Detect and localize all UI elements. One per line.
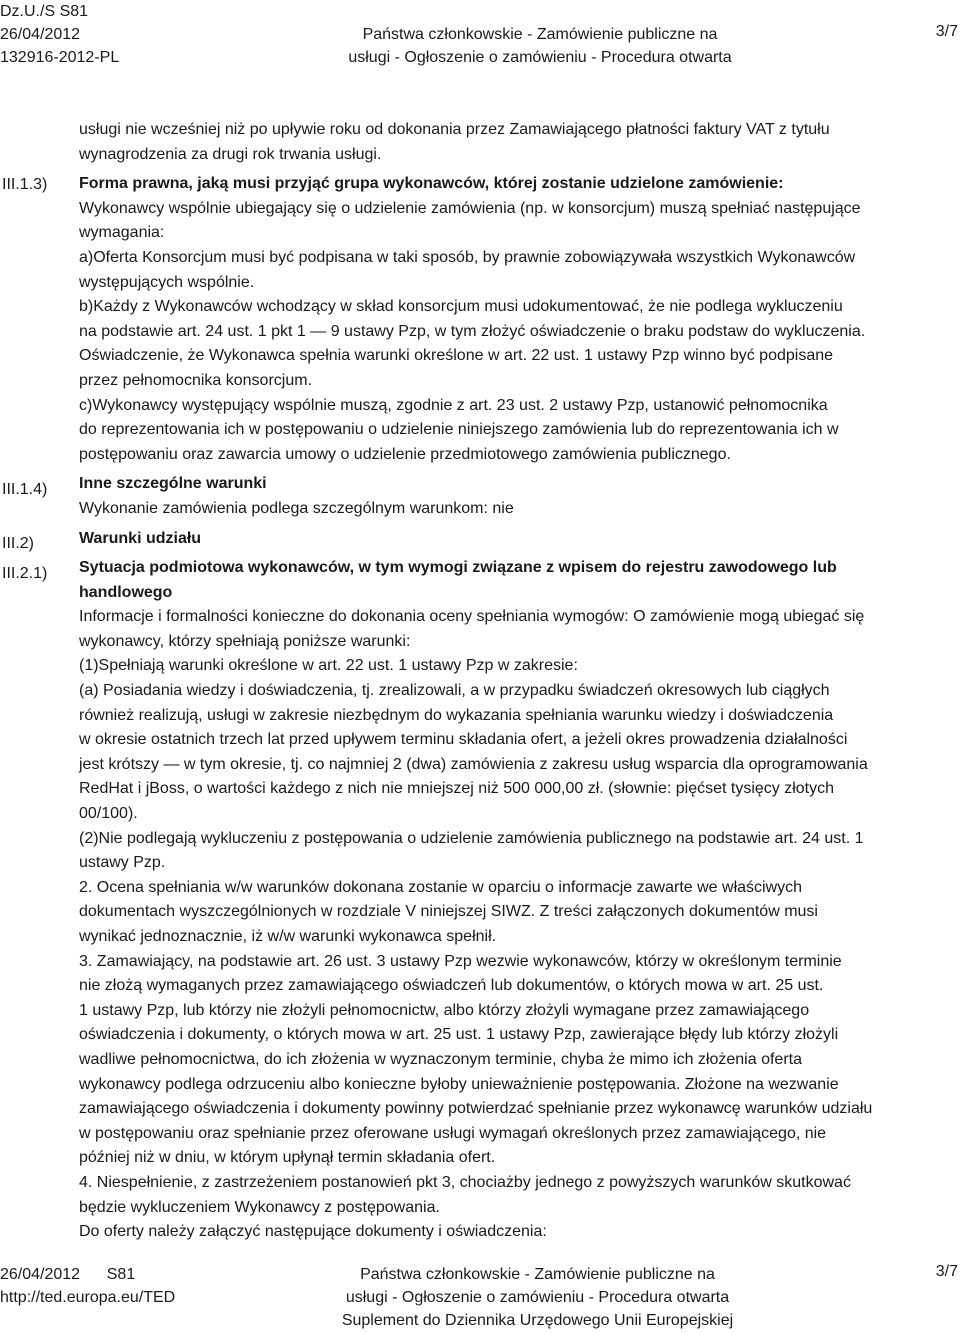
body-line: na podstawie art. 24 ust. 1 pkt 1 — 9 ustawy Pzp, w tym złożyć oświadczenie o braku podstaw do wykluczenia. — [79, 322, 866, 340]
body-line: RedHat i jBoss, o wartości każdego z nich nie mniejszej niż 500 000,00 zł. (słownie: pięćset tysięcy złotych — [79, 780, 835, 798]
header-title — [335, 23, 745, 69]
section-label-iii-1-4: III.1.4) — [2, 481, 48, 498]
body-line: (a) Posiadania wiedzy i doświadczenia, tj. zrealizowali, a w przypadku świadczeń okresowych lub ciągłych — [79, 682, 830, 700]
footer-journal: S81 — [106, 1266, 136, 1283]
section-heading: Sytuacja podmiotowa wykonawców, w tym wymogi związane z wpisem do rejestru zawodowego lub — [79, 559, 837, 577]
footer-title-line1: Państwa członkowskie - Zamówienie publiczne na — [360, 1266, 715, 1283]
body-line: Informacje i formalności konieczne do dokonania oceny spełniania wymogów: O zamówienie mogą ubiegać się — [79, 608, 865, 626]
section-label-iii-2-1: III.2.1) — [2, 565, 48, 582]
header-title-line2: usługi - Ogłoszenie o zamówieniu - Procedura otwarta — [348, 49, 732, 66]
body-line: usługi nie wcześniej niż po upływie roku od dokonania przez Zamawiającego płatności faktury VAT z tytułu — [79, 121, 830, 138]
section-label-iii-2: III.2) — [2, 535, 35, 552]
footer-meta — [0, 1263, 175, 1309]
header-meta — [0, 0, 119, 69]
body-line: będzie wykluczeniem Wykonawcy z postępowania. — [79, 1198, 440, 1216]
section-heading: Forma prawna, jaką musi przyjąć grupa wykonawców, której zostanie udzielone zamówienie: — [79, 175, 784, 193]
body-line: oświadczenia i dokumenty, o których mowa w art. 25 ust. 1 ustawy Pzp, zawierające błędy lub którzy złożyli — [79, 1026, 839, 1044]
body-line: przez pełnomocnika konsorcjum. — [79, 371, 312, 389]
body-line: wymagania: — [79, 224, 165, 242]
section-heading: handlowego — [79, 583, 173, 601]
body-line: w postępowaniu oraz spełnianie przez oferowane usługi wymagań określonych przez zamawiającego, nie — [79, 1124, 827, 1142]
body-line: w okresie ostatnich trzech lat przed upływem terminu składania ofert, a jeżeli okres prowadzenia działalności — [79, 731, 848, 749]
body-line: 00/100). — [79, 805, 138, 823]
notice-ref: 132916-2012-PL — [0, 49, 120, 66]
body-line: dokumentach wyszczególnionych w rozdziale V niniejszej SIWZ. Z treści załączonych dokumentów musi — [79, 903, 818, 921]
footer-url-link[interactable]: http://ted.europa.eu/TED — [0, 1289, 176, 1306]
body-line: 2. Ocena spełniania w/w warunków dokonana zostanie w oparciu o informacje zawarte we właściwych — [79, 878, 803, 896]
section-label-iii-1-3: III.1.3) — [2, 176, 48, 193]
journal-ref: Dz.U./S S81 — [0, 3, 89, 20]
header-page-number: 3/7 — [935, 23, 958, 40]
body-line: ustawy Pzp. — [79, 854, 166, 872]
header-date: 26/04/2012 — [0, 26, 81, 43]
body-line: Do oferty należy załączyć następujące dokumenty i oświadczenia: — [79, 1223, 547, 1241]
footer-date: 26/04/2012 — [0, 1266, 81, 1283]
body-line: wynikać jednoznacznie, iż w/w warunki wykonawca spełnił. — [79, 928, 497, 945]
body-line: wadliwe pełnomocnictwa, do ich złożenia w wyznaczonym terminie, chyba że mimo ich złożenia oferta — [79, 1050, 802, 1068]
body-line: b)Każdy z Wykonawców wchodzący w skład konsorcjum musi udokumentować, że nie podlega wykluczeniu — [79, 298, 843, 316]
body-line: c)Wykonawcy występujący wspólnie muszą, zgodnie z art. 23 ust. 2 ustawy Pzp, ustanowić pełnomocnika — [79, 396, 828, 414]
body-line: (1)Spełniają warunki określone w art. 22 ust. 1 ustawy Pzp w zakresie: — [79, 657, 578, 675]
body-line: Oświadczenie, że Wykonawca spełnia warunki określone w art. 22 ust. 1 ustawy Pzp winno być podpisane — [79, 347, 834, 365]
body-line: Wykonanie zamówienia podlega szczególnym warunkom: nie — [79, 499, 514, 517]
body-line: do reprezentowania ich w postępowaniu o udzielenie niniejszego zamówienia lub do reprezentowania ich w — [79, 421, 839, 439]
body-line: wykonawcy, którzy spełniają poniższe warunki: — [79, 632, 411, 650]
body-line: 3. Zamawiający, na podstawie art. 26 ust. 3 ustawy Pzp wezwie wykonawców, którzy w określonym terminie — [79, 952, 842, 970]
body-line: występujących wspólnie. — [79, 273, 255, 291]
body-line: wykonawcy podlega odrzuceniu albo konieczne byłoby unieważnienie postępowania. Złożone na wezwanie — [79, 1075, 839, 1093]
body-line: wynagrodzenia za drugi rok trwania usługi. — [79, 145, 382, 163]
section-heading: Inne szczególne warunki — [79, 475, 267, 493]
body-line: Wykonawcy wspólnie ubiegający się o udzielenie zamówienia (np. w konsorcjum) muszą spełniać następujące — [79, 199, 861, 217]
section-heading: Warunki udziału — [79, 529, 202, 547]
body-line: nie złożą wymaganych przez zamawiającego oświadczeń lub dokumentów, o których mowa w art. 25 ust. — [79, 977, 824, 995]
body-line: później niż w dniu, w którym upłynął termin składania ofert. — [79, 1149, 496, 1167]
body-line: (2)Nie podlegają wykluczeniu z postępowania o udzielenie zamówienia publicznego na podstawie art. 24 ust. 1 — [79, 829, 864, 847]
body-line: również realizują, usługi w zakresie niezbędnym do wykazania spełniania warunku wiedzy i doświadczenia — [79, 706, 834, 724]
footer-title-line3: Suplement do Dziennika Urzędowego Unii Europejskiej — [341, 1312, 734, 1329]
footer-title — [305, 1263, 770, 1332]
body-line: a)Oferta Konsorcjum musi być podpisana w taki sposób, by prawnie zobowiązywała wszystkich Wykonawców — [79, 248, 856, 266]
header-title-line1: Państwa członkowskie - Zamówienie publiczne na — [362, 26, 718, 43]
footer-title-line2: usługi - Ogłoszenie o zamówieniu - Procedura otwarta — [345, 1289, 730, 1306]
body-line: postępowaniu oraz zawarcia umowy o udzielenie przedmiotowego zamówienia publicznego. — [79, 445, 731, 463]
body-line: jest krótszy — w tym okresie, tj. co najmniej 2 (dwa) zamówienia z zakresu usług wsparcia dla oprogramowania — [79, 755, 868, 773]
footer-page-number: 3/7 — [935, 1263, 958, 1280]
body-line: 1 ustawy Pzp, lub którzy nie złożyli pełnomocnictw, albo którzy złożyli wymagane przez zamawiającego — [79, 1001, 810, 1019]
body-line: 4. Niespełnienie, z zastrzeżeniem postanowień pkt 3, chociażby jednego z powyższych warunków skutkować — [79, 1173, 851, 1191]
body-line: zamawiającego oświadczenia i dokumenty powinny potwierdzać spełnianie przez wykonawcę warunków udziału — [79, 1100, 873, 1118]
notice-body — [79, 118, 959, 1245]
